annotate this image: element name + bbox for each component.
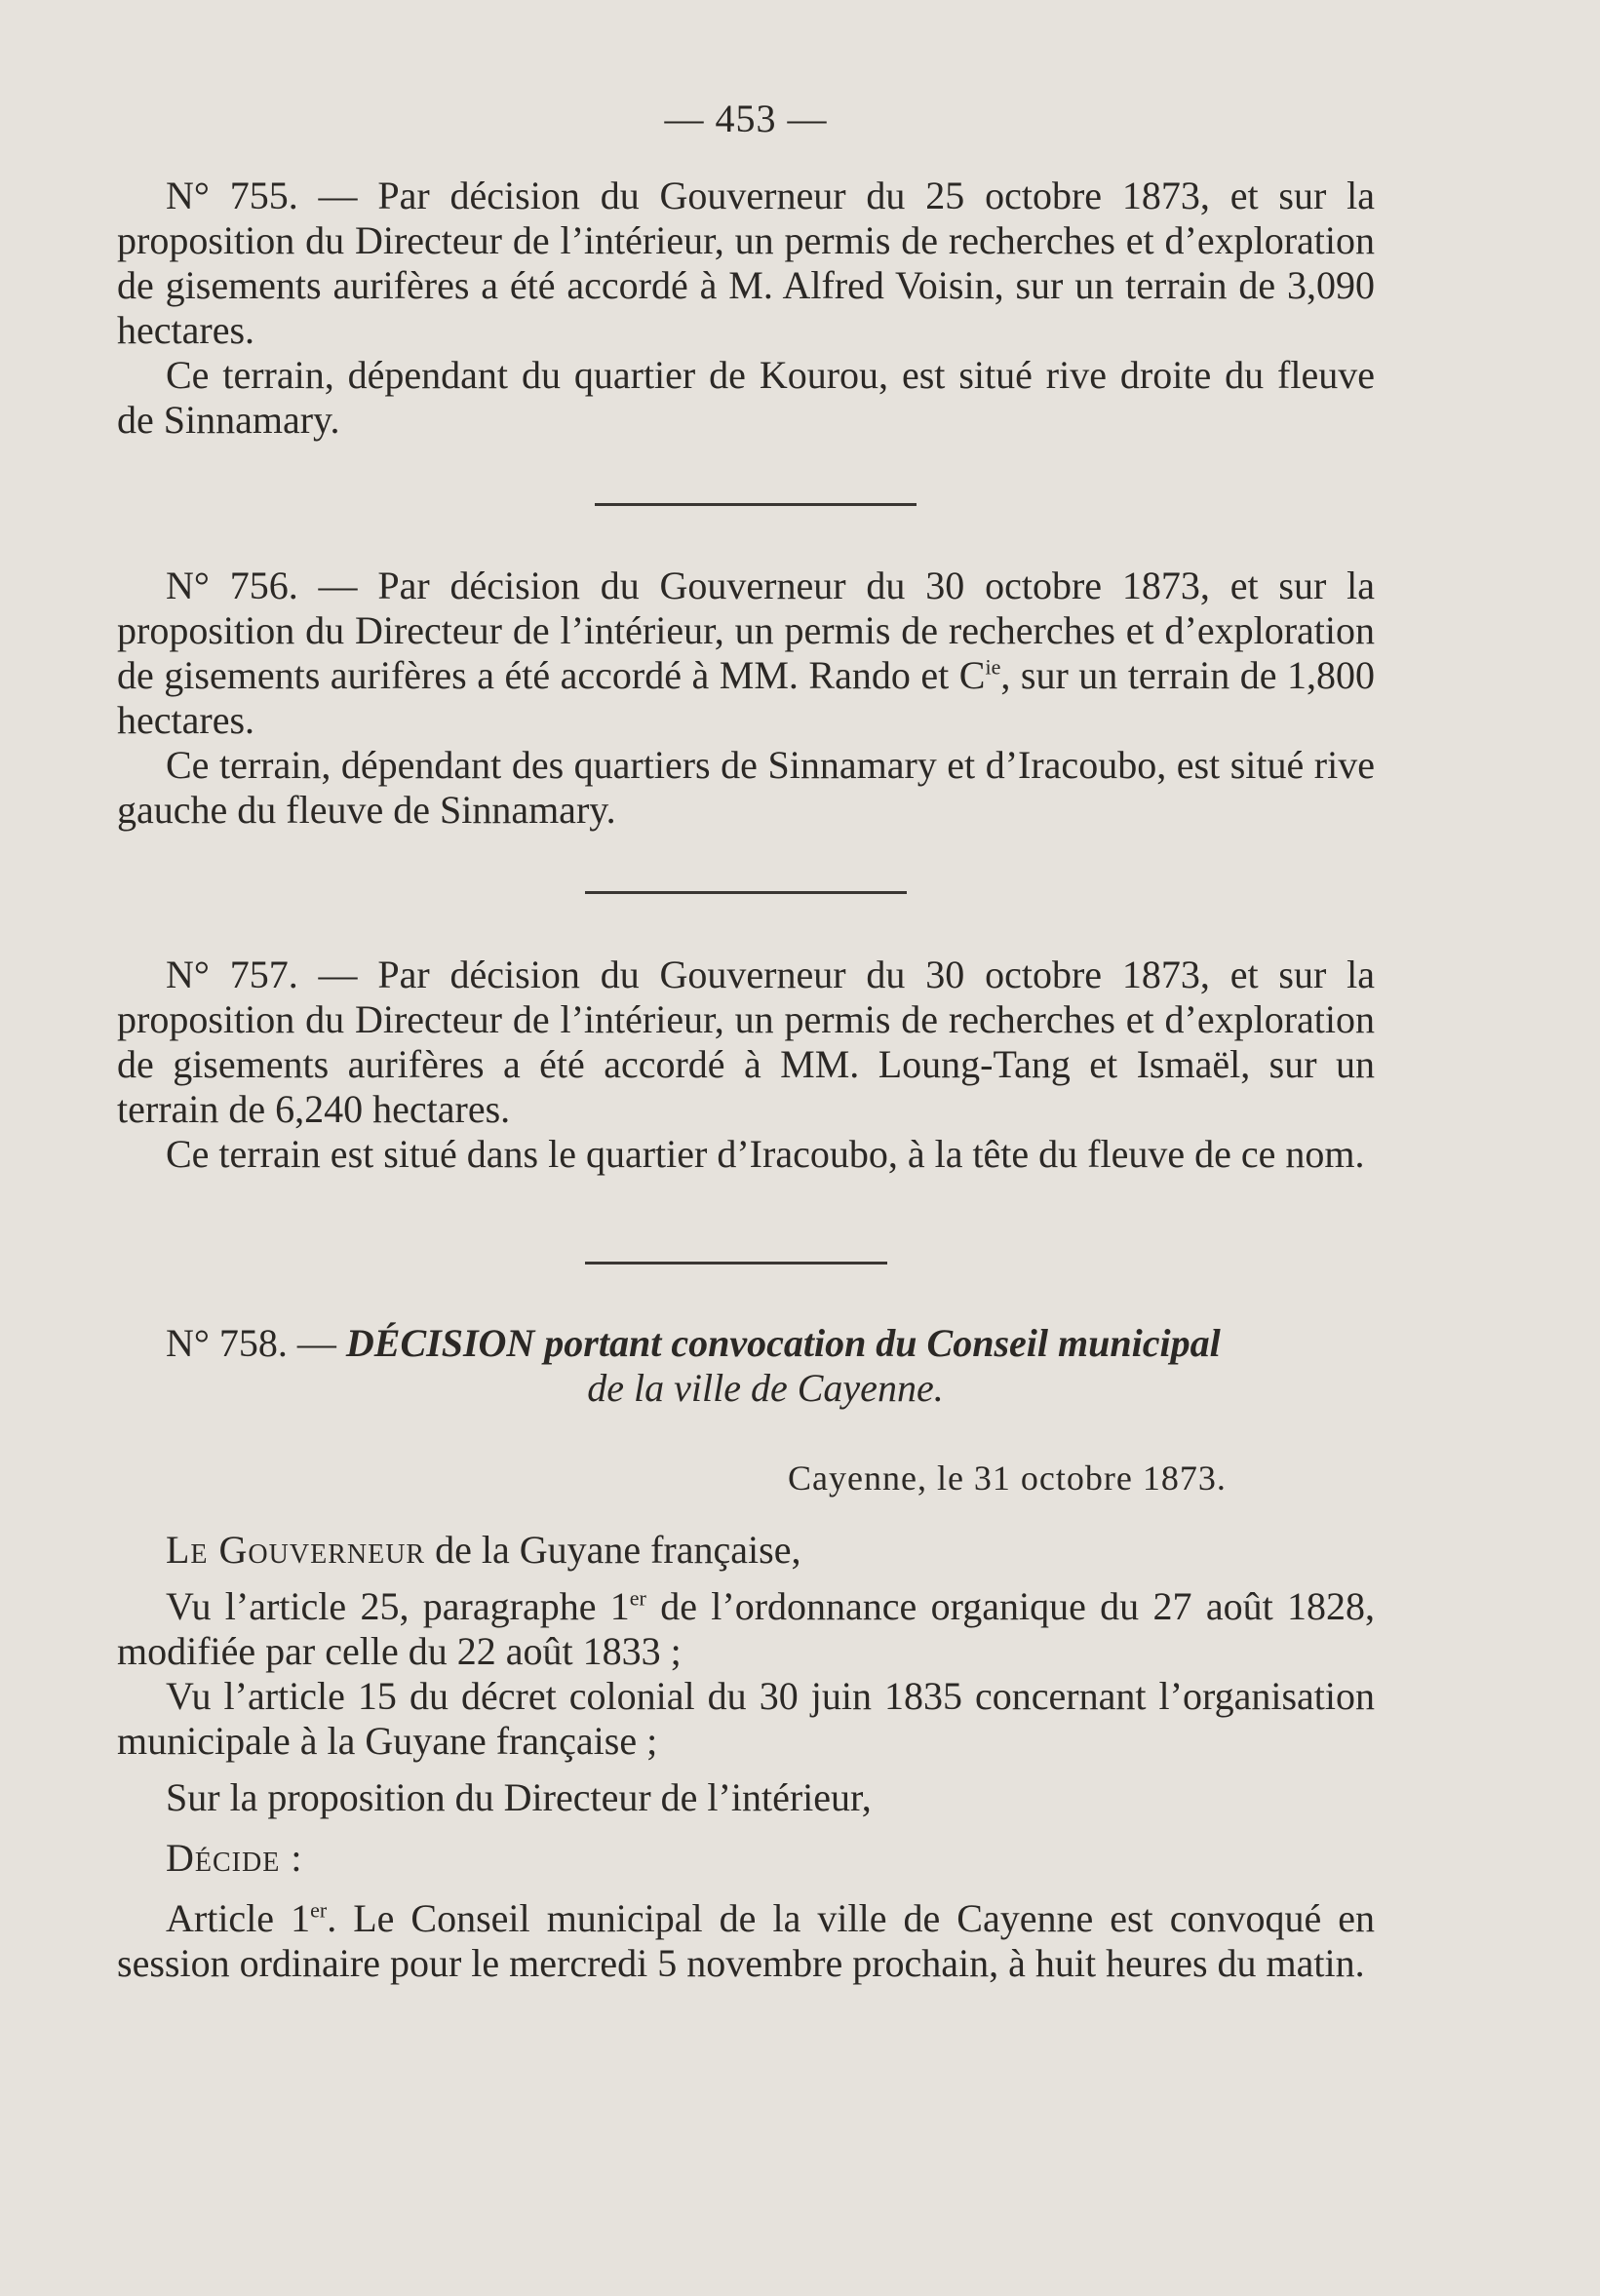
dateline: Cayenne, le 31 octobre 1873. (788, 1459, 1227, 1498)
vu-article-15: Vu l’article 15 du décret colonial du 30 juin 1835 concernant l’organisation municipale à la Guyane française ; (117, 1674, 1375, 1763)
decision-title: N° 758. — DÉCISION portant convocation du Conseil municipal (166, 1321, 1221, 1365)
vu-article-25: Vu l’article 25, paragraphe 1er de l’ordonnance organique du 27 août 1828, modifiée par celle du 22 août 1833 ; (117, 1584, 1376, 1673)
decision-758 (117, 1321, 1375, 1411)
entry-756-location: Ce terrain, dépendant des quartiers de Sinnamary et d’Iracoubo, est situé rive gauche du fleuve de Sinnamary. (117, 743, 1375, 832)
sur-proposition: Sur la proposition du Directeur de l’intérieur, (166, 1775, 872, 1819)
entry-757-location: Ce terrain est situé dans le quartier d’Iracoubo, à la tête du fleuve de ce nom. (166, 1132, 1365, 1176)
entry-756-body: N° 756. — Par décision du Gouverneur du 30 octobre 1873, et sur la proposition du Directeur de l’intérieur, un permis de recherches et d’exploration de gisements aurifères a été accordé à MM. Rando et $C^{ie}$, sur un terrain de 1,800 hectares. (117, 564, 1376, 742)
entry-756 (117, 564, 1375, 833)
entry-755 (117, 174, 1375, 443)
separator-rule (595, 503, 917, 506)
decide-heading: Décide : (166, 1836, 303, 1880)
article-1: Article 1er. Le Conseil municipal de la ville de Cayenne est convoqué en session ordinaire pour le mercredi 5 novembre prochain, à huit heures du matin. (117, 1896, 1375, 1985)
page-number: — 453 — (664, 97, 828, 140)
governor-line: Le Gouverneur de la Guyane française, (166, 1528, 801, 1572)
separator-rule (585, 1262, 887, 1265)
entry-757 (117, 953, 1375, 1177)
decision-title-continued: de la ville de Cayenne. (587, 1366, 944, 1410)
entry-757-body: N° 757. — Par décision du Gouverneur du 30 octobre 1873, et sur la proposition du Directeur de l’intérieur, un permis de recherches et d’exploration de gisements aurifères a été accordé à MM. Loung-Tang et Ismaël, sur un terrain de 6,240 hectares. (117, 953, 1375, 1131)
entry-755-body: N° 755. — Par décision du Gouverneur du 25 octobre 1873, et sur la proposition du Directeur de l’intérieur, un permis de recherches et d’exploration de gisements aurifères a été accordé à M. Alfred Voisin, sur un terrain de 3,090 hectares. (117, 174, 1375, 352)
entry-755-location: Ce terrain, dépendant du quartier de Kourou, est situé rive droite du fleuve de Sinnamary. (117, 353, 1375, 442)
separator-rule (585, 891, 907, 894)
decision-body (117, 1528, 1375, 1986)
